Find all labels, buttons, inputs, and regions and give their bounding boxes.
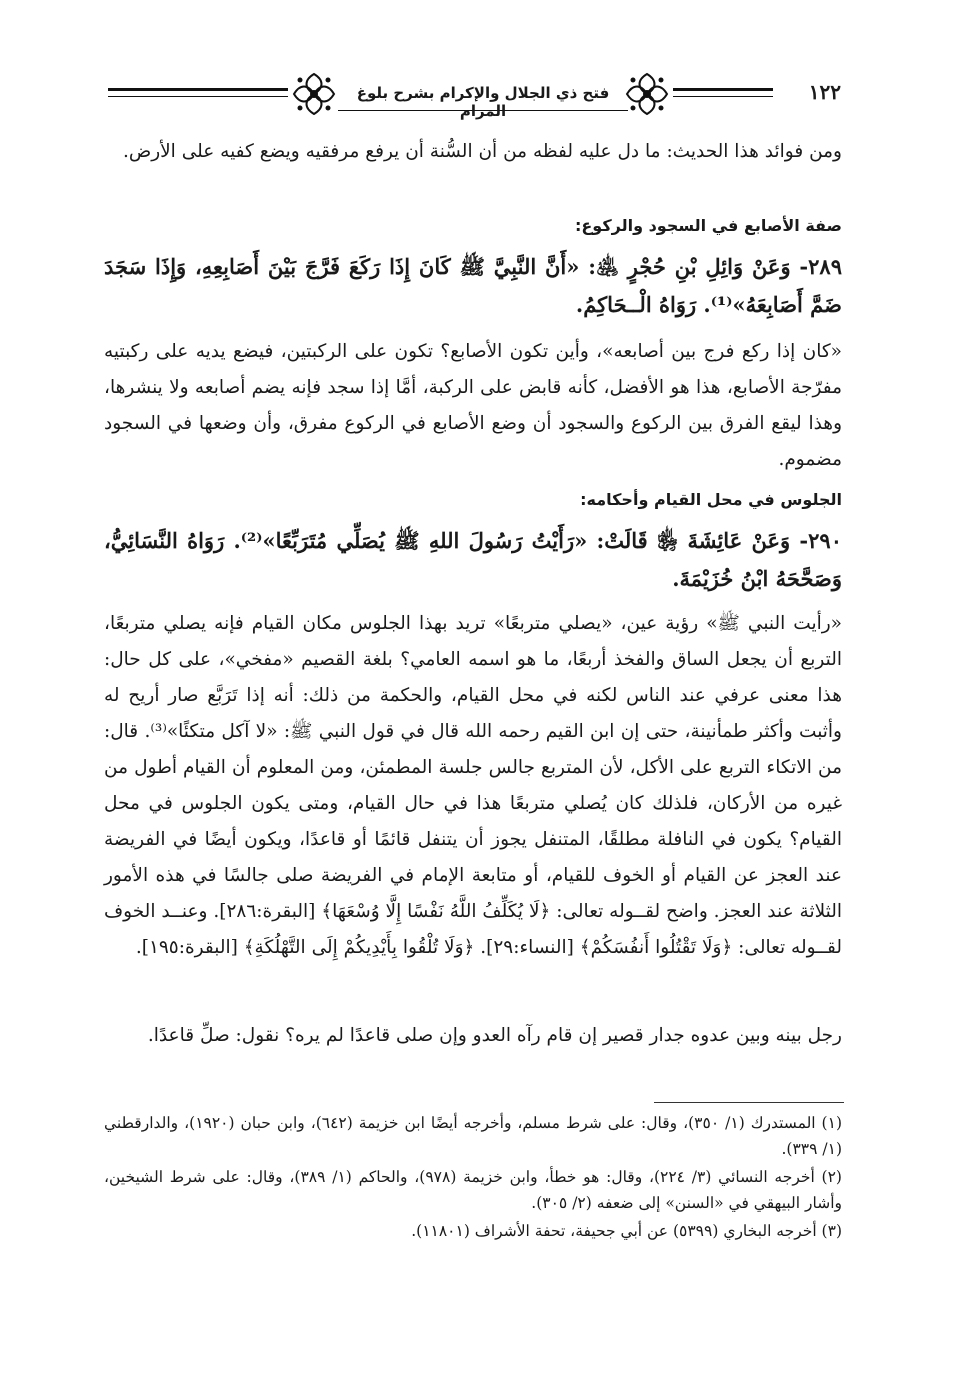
commentary-290: «رأيت النبي ﷺ» رؤية عين، «يصلي متربعًا» تريد بهذا الجلوس مكان القيام فإنه يصلي متربعًا، التربع أن يجعل الساق والفخذ أربعًا، ما هو اسمه العامي؟ بلغة القصيم «مفخي»، على كل حال: هذا معنى عرفي عند الناس لكنه في محل القيام، والحكمة من ذلك: أنه إذا تَرَبَّع صار أريح له وأثبت وأكثر طمأنينة، حتى إن ابن القيم رحمه الله قال في قول النبي ﷺ: «لا آكل متكئًا»⁽³⁾. قال: من الاتكاء التربع على الأكل، لأن المتربع جالس جلسة المطمئن، ومن المعلوم أن القيام أطول من غيره من الأركان، فلذلك كان يُصلي متربعًا هذا في حال القيام، ومتى يكون الجلوس في محل القيام؟ يكون في النافلة مطلقًا، المتنفل يجوز أن يتنفل قائمًا أو قاعدًا، ويكون أيضًا في الفريضة عند العجز عن القيام أو الخوف للقيام، أو متابعة الإمام في الفريضة صلى جالسًا في هذه الأمور الثلاثة عند العجز. واضح لقــوله تعالى: ﴿لَا يُكَلِّفُ اللَّهُ نَفْسًا إِلَّا وُسْعَهَا﴾ [البقرة:٢٨٦]. وعنــد الخوف لقــوله تعالى: ﴿وَلَا تَقْتُلُوا أَنفُسَكُمْ﴾ [النساء:٢٩]. ﴿وَلَا تُلْقُوا بِأَيْدِيكُمْ إِلَى التَّهْلُكَةِ﴾ [البقرة:١٩٥]. xyxy=(104,613,843,958)
hadith-289: ٢٨٩- وَعَنْ وَائِلِ بْنِ حُجْرٍ ﵁: «أَنَّ النَّبِيَّ ﷺ كَانَ إِذَا رَكَعَ فَرَّجَ بَيْنَ أَصَابِعِهِ، وَإِذَا سَجَدَ ضَمَّ أَصَابِعَهُ»⁽¹⁾. رَوَاهُ الْــحَاكِمُ. xyxy=(104,254,842,317)
section-heading-sitting: الجلوس في محل القيام وأحكامه: xyxy=(580,490,842,509)
page-header xyxy=(108,66,843,126)
intro-paragraph: ومن فوائد هذا الحديث: ما دل عليه لفظه من أن السُّنة أن يرفع مرفقيه ويضع كفيه على الأرض. xyxy=(122,141,842,162)
header-rule-left-inner xyxy=(108,96,288,97)
hadith-290: ٢٩٠- وَعَنْ عَائِشَةَ ﵂ قَالَتْ: «رَأَيْتُ رَسُولَ اللهِ ﷺ يُصَلِّي مُتَرَبِّعًا»⁽²⁾. رَوَاهُ النَّسَائِيُّ، وَصَحَّحَهُ ابْنُ خُزَيْمَةَ. xyxy=(104,528,842,591)
commentary-289: «كان إذا ركع فرج بين أصابعه»، وأين تكون الأصابع؟ تكون على الركبتين، فيضع يديه على ركبتيه مفرّجة الأصابع، هذا هو الأفضل، كأنه قابض على الركبة، أمَّا إذا سجد فإنه يضم أصابعه ولا ينشرها، وهذا ليقع الفرق بين الركوع والسجود أن وضع الأصابع في الركوع مفرق، وأن وضعها في السجود مضموم. xyxy=(104,341,842,470)
left-ornament-icon xyxy=(290,70,338,118)
footnote-2: (٢) أخرجه النسائي (٣/ ٢٢٤)، وقال: هو خطأ، وابن خزيمة (٩٧٨)، والحاكم (١/ ٣٨٩)، وقال: على شرط الشيخين، وأشار البيهقي في «السنن» إلى ضعفه (٢/ ٣٠٥). xyxy=(104,1168,842,1212)
closing-paragraph: رجل بينه وبين عدوه جدار قصير إن قام رآه العدو وإن صلى قاعدًا لم يره؟ نقول: صلِّ قاعدًا. xyxy=(147,1025,842,1046)
right-ornament-icon xyxy=(623,70,671,118)
header-rule-right-inner xyxy=(673,96,773,97)
book-title: فتح ذي الجلال والإكرام بشرح بلوغ المرام xyxy=(356,84,610,120)
header-rule-left xyxy=(108,88,288,91)
footnote-1: (١) المستدرك (١/ ٣٥٠)، وقال: على شرط مسلم، وأخرجه أيضًا ابن خزيمة (٦٤٢)، وابن حبان (١٩٢٠)، والدارقطني (١/ ٣٣٩). xyxy=(104,1114,842,1158)
header-rule-right xyxy=(673,88,773,91)
page-number: ١٢٢ xyxy=(808,80,841,104)
footnote-separator xyxy=(654,1102,844,1103)
footnote-3: (٣) أخرجه البخاري (٥٣٩٩) عن أبي جحيفة، تحفة الأشراف (١١٨٠١). xyxy=(411,1222,842,1240)
section-heading-fingers: صفة الأصابع في السجود والركوع: xyxy=(574,216,842,235)
footnotes xyxy=(104,1110,842,1246)
